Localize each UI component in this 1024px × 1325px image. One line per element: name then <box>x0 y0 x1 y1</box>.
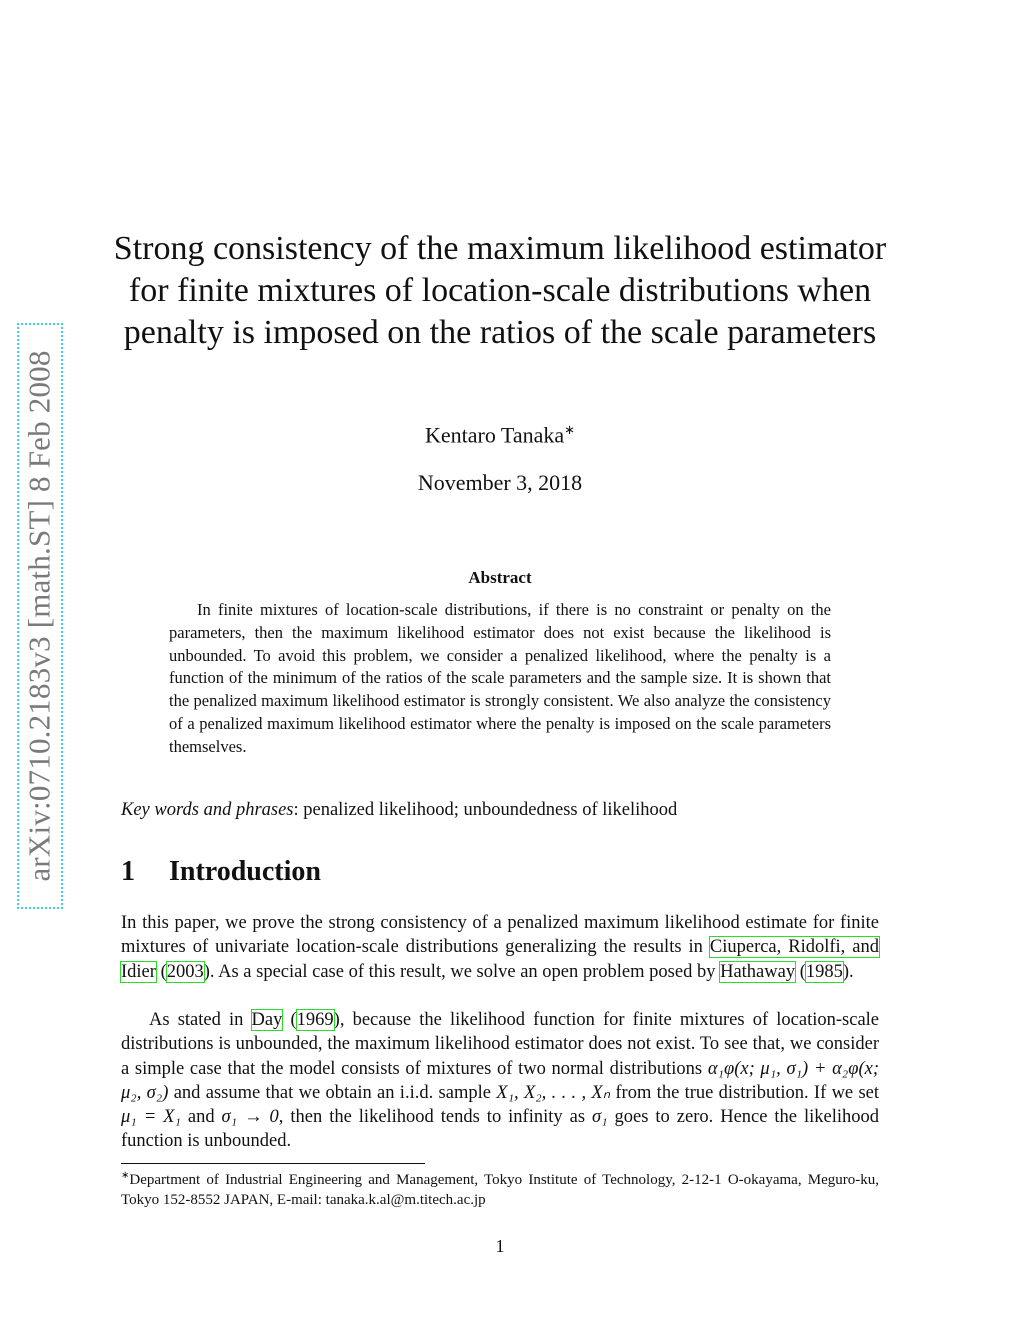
text-run: goes to zero. Hence the likelihood function is unbounded. <box>121 1107 880 1152</box>
text-run: ). <box>842 961 854 982</box>
keywords-text: : penalized likelihood; unboundedness of likelihood <box>293 800 678 820</box>
text-run: , then the likelihood tends to infinity as <box>278 1107 592 1128</box>
text-run: In this paper, we prove the strong consistency of a penalized maximum likelihood estimate for finite mixtures of univariate location-scale distributions generalizing the results in <box>121 913 879 958</box>
footnote-text: Department of Industrial Engineering and Management, Tokyo Institute of Technology, 2-12-1 O-okayama, Meguro-ku, Tokyo 152-8552 JAPAN, E-mail: tanaka.k.al@m.titech.ac.jp <box>121 1172 879 1208</box>
citation-link-hathaway[interactable]: Hathaway <box>720 961 796 982</box>
citation-link-day[interactable]: Day <box>251 1010 283 1030</box>
text-run: and <box>180 1107 222 1128</box>
footnote-mark: ∗ <box>121 1170 130 1181</box>
intro-paragraph-1 <box>121 911 879 984</box>
text-run: ), because the likelihood function for finite mixtures of location-scale distributions is unbounded, the maximum likelihood estimator does not exist. To see that, we consider a simple case that the model consists of mixtures of two normal distributions <box>121 1010 880 1079</box>
abstract-body: In finite mixtures of location-scale distributions, if there is no constraint or penalty on the parameters, then the maximum likelihood estimator does not exist because the likelihood is unbounded. To avoid this problem, we consider a penalized likelihood, where the penalty is a function of the minimum of the ratios of the scale parameters and the sample size. It is shown that the penalized maximum likelihood estimator is strongly consistent. We also analyze the consistency of a penalized maximum likelihood estimator where the penalty is imposed on the scale parameters themselves. <box>169 600 831 756</box>
text-run: ( <box>282 1010 297 1030</box>
text-run: from the true distribution. If we set <box>610 1082 880 1103</box>
arxiv-id-text: arXiv:0710.2183v3 [math.ST] 8 Feb 2008 <box>22 350 58 882</box>
citation-link-ciuperca[interactable]: Ciuperca, Ridolfi, and Idier <box>121 937 879 982</box>
author-line <box>300 422 700 448</box>
text-run: ). As a special case of this result, we solve an open problem posed by <box>203 961 721 982</box>
citation-year-link-2003[interactable]: 2003 <box>166 961 204 982</box>
paper-date: November 3, 2018 <box>417 470 583 495</box>
math-sample: X₁, X₂, . . . , Xₙ <box>496 1082 611 1103</box>
math-mixture-formula: α₁φ(x; μ₁, σ₁) + α₂φ(x; μ₂, σ₂) <box>121 1058 879 1103</box>
text-run: ( <box>795 961 806 982</box>
section-title: Introduction <box>169 856 321 887</box>
text-run: As stated in <box>149 1010 252 1030</box>
keywords-line <box>121 800 881 821</box>
section-heading <box>121 856 321 888</box>
intro-paragraph-2 <box>121 1008 879 1154</box>
arxiv-identifier-stamp[interactable] <box>17 323 63 909</box>
footnote <box>121 1166 879 1210</box>
text-run: ( <box>155 961 167 982</box>
footnote-divider <box>121 1163 425 1164</box>
text-run: and assume that we obtain an i.i.d. sample <box>168 1082 497 1103</box>
section-number: 1 <box>121 856 135 887</box>
page-number: 1 <box>495 1236 505 1256</box>
math-sigma-limit: σ₁ → 0 <box>221 1107 279 1128</box>
citation-year-link-1969[interactable]: 1969 <box>296 1010 334 1030</box>
paper-title: Strong consistency of the maximum likelihood estimator for finite mixtures of location-scale distributions when penalty is imposed on the ratios of the scale parameters <box>113 230 887 351</box>
math-sigma: σ₁ <box>592 1107 608 1128</box>
keywords-label: Key words and phrases <box>121 800 294 820</box>
author-footnote-mark[interactable]: ∗ <box>564 422 576 437</box>
author-name: Kentaro Tanaka <box>424 422 565 448</box>
citation-year-link-1985[interactable]: 1985 <box>805 961 843 982</box>
math-mu-equals: μ₁ = X₁ <box>121 1107 181 1128</box>
abstract-heading: Abstract <box>468 568 532 587</box>
